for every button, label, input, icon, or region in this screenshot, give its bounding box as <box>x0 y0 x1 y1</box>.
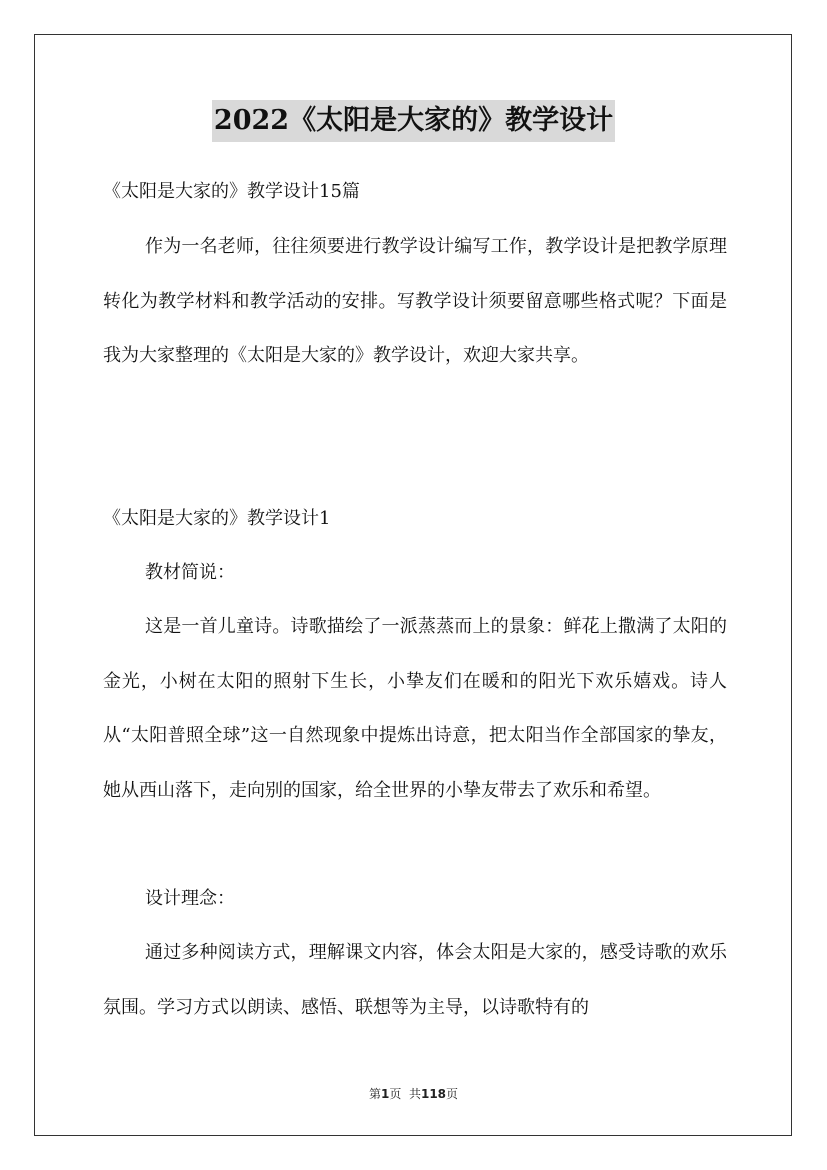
intro-paragraph: 作为一名老师，往往须要进行教学设计编写工作，教学设计是把教学原理转化为教学材料和教学活动的安排。写教学设计须要留意哪些格式呢？下面是我为大家整理的《太阳是大家的》教学设计，欢迎大家共享。 <box>103 236 727 366</box>
heading-concept: 设计理念： <box>145 888 235 909</box>
document-title-wrap <box>0 100 827 142</box>
textbook-paragraph: 这是一首儿童诗。诗歌描绘了一派蒸蒸而上的景象：鲜花上撒满了太阳的金光，小树在太阳的照射下生长，小挚友们在暖和的阳光下欢乐嬉戏。诗人从“太阳普照全球”这一自然现象中提炼出诗意，把太阳当作全部国家的挚友，她从西山落下，走向别的国家，给全世界的小挚友带去了欢乐和希望。 <box>103 616 727 801</box>
footer-prefix: 第 <box>368 1087 381 1101</box>
heading-textbook: 教材简说： <box>145 562 235 583</box>
footer-mid: 页 共 <box>389 1087 421 1101</box>
document-subtitle: 《太阳是大家的》教学设计15篇 <box>103 181 360 202</box>
concept-paragraph: 通过多种阅读方式，理解课文内容，体会太阳是大家的，感受诗歌的欢乐氛围。学习方式以朗读、感悟、联想等为主导，以诗歌特有的 <box>103 942 727 1018</box>
footer-current-page: 1 <box>380 1087 390 1101</box>
footer-total-pages: 118 <box>420 1087 447 1101</box>
footer-suffix: 页 <box>446 1087 459 1101</box>
page-footer <box>0 1085 827 1102</box>
section-title: 《太阳是大家的》教学设计1 <box>103 508 331 529</box>
document-title: 2022《太阳是大家的》教学设计 <box>212 100 615 142</box>
